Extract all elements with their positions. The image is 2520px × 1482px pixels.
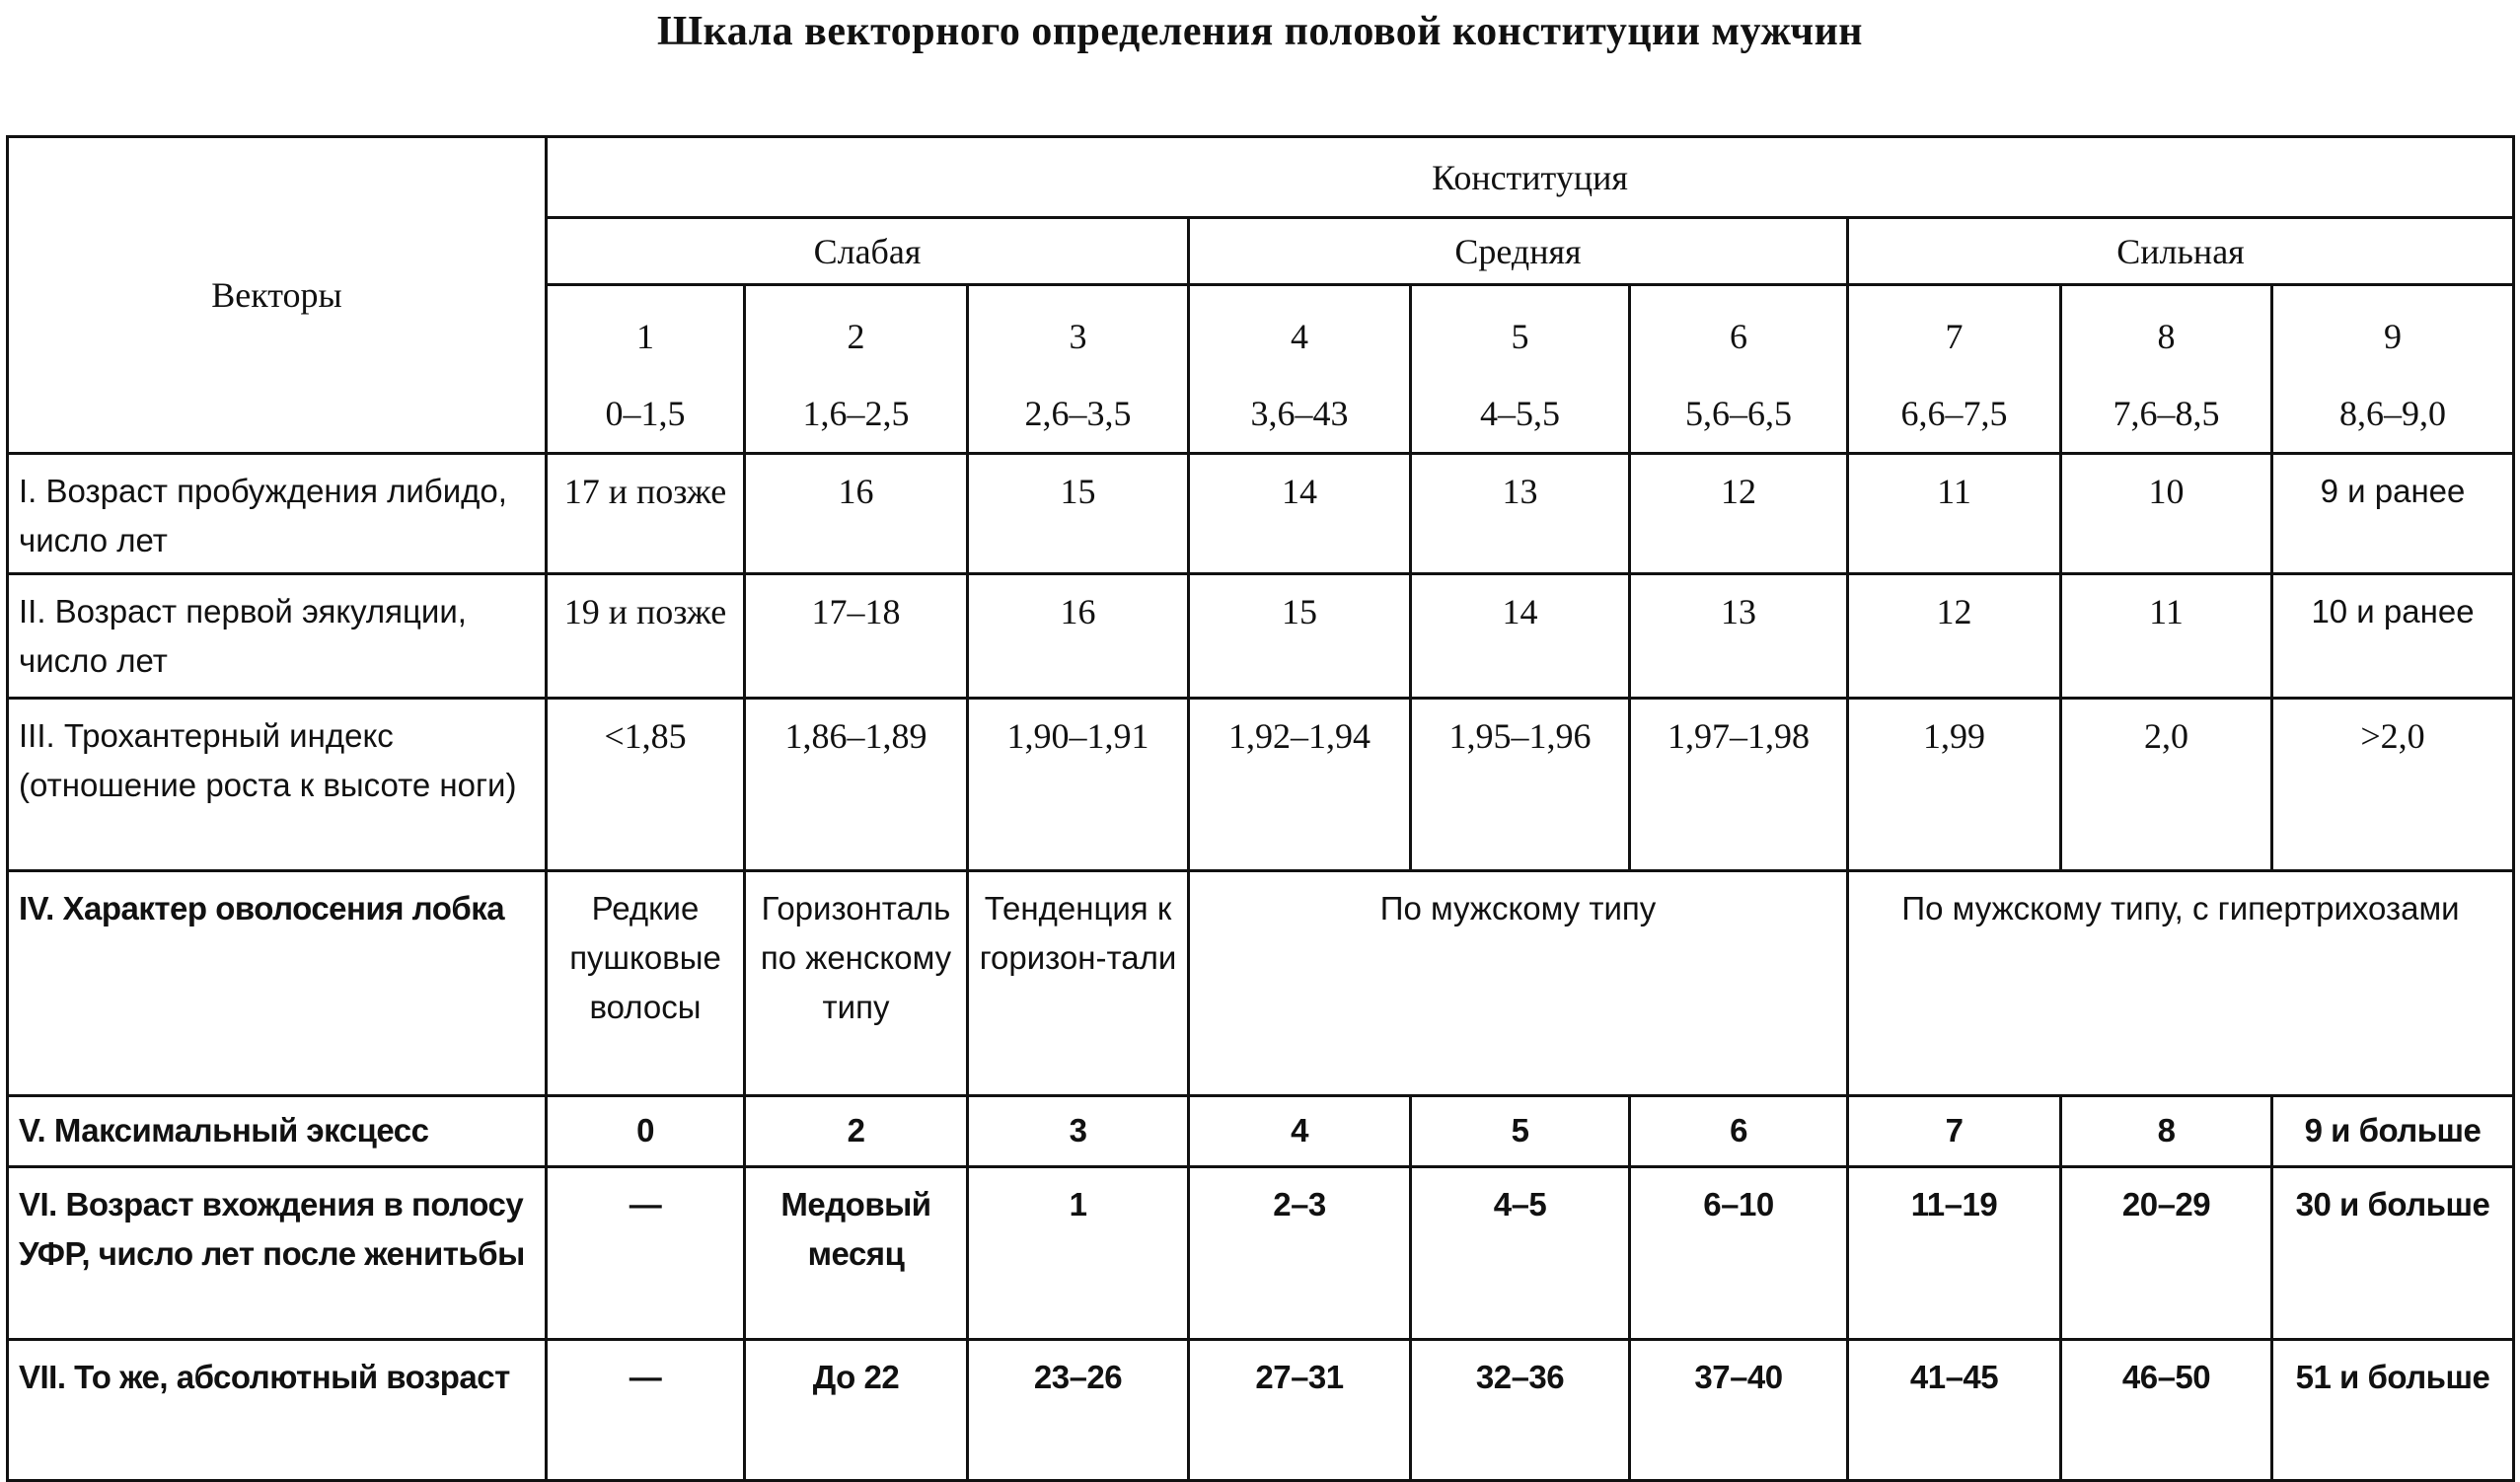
column-header <box>1411 285 1630 454</box>
row-label: I. Возраст пробуждения либидо, число лет <box>8 454 547 574</box>
column-number: 4 <box>1291 317 1308 356</box>
table-cell: 11 <box>2061 574 2272 699</box>
table-cell: 12 <box>1848 574 2061 699</box>
table-cell: 16 <box>968 574 1189 699</box>
column-header <box>968 285 1189 454</box>
column-number: 6 <box>1730 317 1747 356</box>
row-label: VII. То же, абсолютный возраст <box>8 1340 547 1481</box>
table-cell: 6–10 <box>1630 1167 1848 1340</box>
column-number: 3 <box>1069 317 1087 356</box>
column-range: 6,6–7,5 <box>1900 394 2008 433</box>
table-cell: 4 <box>1189 1096 1411 1167</box>
table-cell: <1,85 <box>547 699 745 871</box>
table-cell: 1,97–1,98 <box>1630 699 1848 871</box>
table-row <box>8 574 2514 699</box>
table-row <box>8 1167 2514 1340</box>
table-cell: По мужскому типу <box>1189 871 1848 1096</box>
table-cell: 27–31 <box>1189 1340 1411 1481</box>
table-cell: 7 <box>1848 1096 2061 1167</box>
column-header <box>1630 285 1848 454</box>
column-range: 1,6–2,5 <box>802 394 910 433</box>
column-number: 8 <box>2157 317 2176 356</box>
table-cell: 20–29 <box>2061 1167 2272 1340</box>
row-label: VI. Возраст вхождения в полосу УФР, число лет после женитьбы <box>8 1167 547 1340</box>
table-cell: 15 <box>1189 574 1411 699</box>
table-cell: 0 <box>547 1096 745 1167</box>
column-header <box>1848 285 2061 454</box>
table-cell: 23–26 <box>968 1340 1189 1481</box>
table-title: Шкала векторного определения половой конституции мужчин <box>657 9 1863 54</box>
column-header <box>2061 285 2272 454</box>
table-cell: 1,90–1,91 <box>968 699 1189 871</box>
group-medium: Средняя <box>1189 218 1848 285</box>
table-cell: 13 <box>1411 454 1630 574</box>
table-cell: 32–36 <box>1411 1340 1630 1481</box>
column-number: 5 <box>1511 317 1529 356</box>
table-cell: 8 <box>2061 1096 2272 1167</box>
table-cell: Медовый месяц <box>745 1167 968 1340</box>
table-cell: 1,92–1,94 <box>1189 699 1411 871</box>
constitution-table <box>6 135 2515 1482</box>
row-label: V. Максимальный эксцесс <box>8 1096 547 1167</box>
column-header <box>547 285 745 454</box>
column-header <box>2272 285 2514 454</box>
column-range: 5,6–6,5 <box>1685 394 1792 433</box>
table-cell: 13 <box>1630 574 1848 699</box>
table-cell: 2 <box>745 1096 968 1167</box>
column-range: 0–1,5 <box>605 394 686 433</box>
table-cell: 2–3 <box>1189 1167 1411 1340</box>
table-cell: 9 и ранее <box>2272 454 2514 574</box>
table-cell: 37–40 <box>1630 1340 1848 1481</box>
group-strong: Сильная <box>1848 218 2514 285</box>
table-cell: >2,0 <box>2272 699 2514 871</box>
table-cell: 3 <box>968 1096 1189 1167</box>
column-header <box>1189 285 1411 454</box>
table-cell: 6 <box>1630 1096 1848 1167</box>
column-number: 2 <box>847 317 865 356</box>
table-cell: До 22 <box>745 1340 968 1481</box>
row-label: II. Возраст первой эякуляции, число лет <box>8 574 547 699</box>
table-cell: 5 <box>1411 1096 1630 1167</box>
table-cell: 9 и больше <box>2272 1096 2514 1167</box>
row-label: IV. Характер оволосения лобка <box>8 871 547 1096</box>
column-range: 8,6–9,0 <box>2339 394 2446 433</box>
column-range: 2,6–3,5 <box>1024 394 1132 433</box>
table-cell: 12 <box>1630 454 1848 574</box>
table-cell: 41–45 <box>1848 1340 2061 1481</box>
column-range: 4–5,5 <box>1480 394 1560 433</box>
table-cell: 46–50 <box>2061 1340 2272 1481</box>
table-row <box>8 1096 2514 1167</box>
table-cell: 11–19 <box>1848 1167 2061 1340</box>
table-cell: 10 <box>2061 454 2272 574</box>
table-cell: 30 и больше <box>2272 1167 2514 1340</box>
row-label: III. Трохантерный индекс (отношение роста к высоте ноги) <box>8 699 547 871</box>
table-cell: — <box>547 1167 745 1340</box>
table-row <box>8 699 2514 871</box>
table-cell: 19 и позже <box>547 574 745 699</box>
column-header <box>745 285 968 454</box>
table-cell: — <box>547 1340 745 1481</box>
table-row <box>8 454 2514 574</box>
table-cell: Редкие пушковые волосы <box>547 871 745 1096</box>
table-cell: 17 и позже <box>547 454 745 574</box>
vectors-header: Векторы <box>8 137 547 454</box>
table-cell: По мужскому типу, с гипертрихозами <box>1848 871 2514 1096</box>
column-number: 7 <box>1945 317 1964 356</box>
column-range: 7,6–8,5 <box>2112 394 2220 433</box>
table-row <box>8 871 2514 1096</box>
table-cell: 16 <box>745 454 968 574</box>
constitution-header: Конституция <box>547 137 2514 218</box>
table-cell: 1,86–1,89 <box>745 699 968 871</box>
table-cell: Тенденция к горизон-тали <box>968 871 1189 1096</box>
table-cell: 1 <box>968 1167 1189 1340</box>
column-range: 3,6–43 <box>1250 394 1349 433</box>
table-cell: 51 и больше <box>2272 1340 2514 1481</box>
group-weak: Слабая <box>547 218 1189 285</box>
table-cell: 10 и ранее <box>2272 574 2514 699</box>
table-cell: 14 <box>1189 454 1411 574</box>
table-cell: 11 <box>1848 454 2061 574</box>
table-cell: 1,99 <box>1848 699 2061 871</box>
table-cell: 1,95–1,96 <box>1411 699 1630 871</box>
column-number: 9 <box>2384 317 2402 356</box>
column-number: 1 <box>636 317 654 356</box>
table-cell: 17–18 <box>745 574 968 699</box>
table-row <box>8 1340 2514 1481</box>
table-cell: Горизонталь по женскому типу <box>745 871 968 1096</box>
table-cell: 4–5 <box>1411 1167 1630 1340</box>
table-cell: 2,0 <box>2061 699 2272 871</box>
table-cell: 14 <box>1411 574 1630 699</box>
table-cell: 15 <box>968 454 1189 574</box>
